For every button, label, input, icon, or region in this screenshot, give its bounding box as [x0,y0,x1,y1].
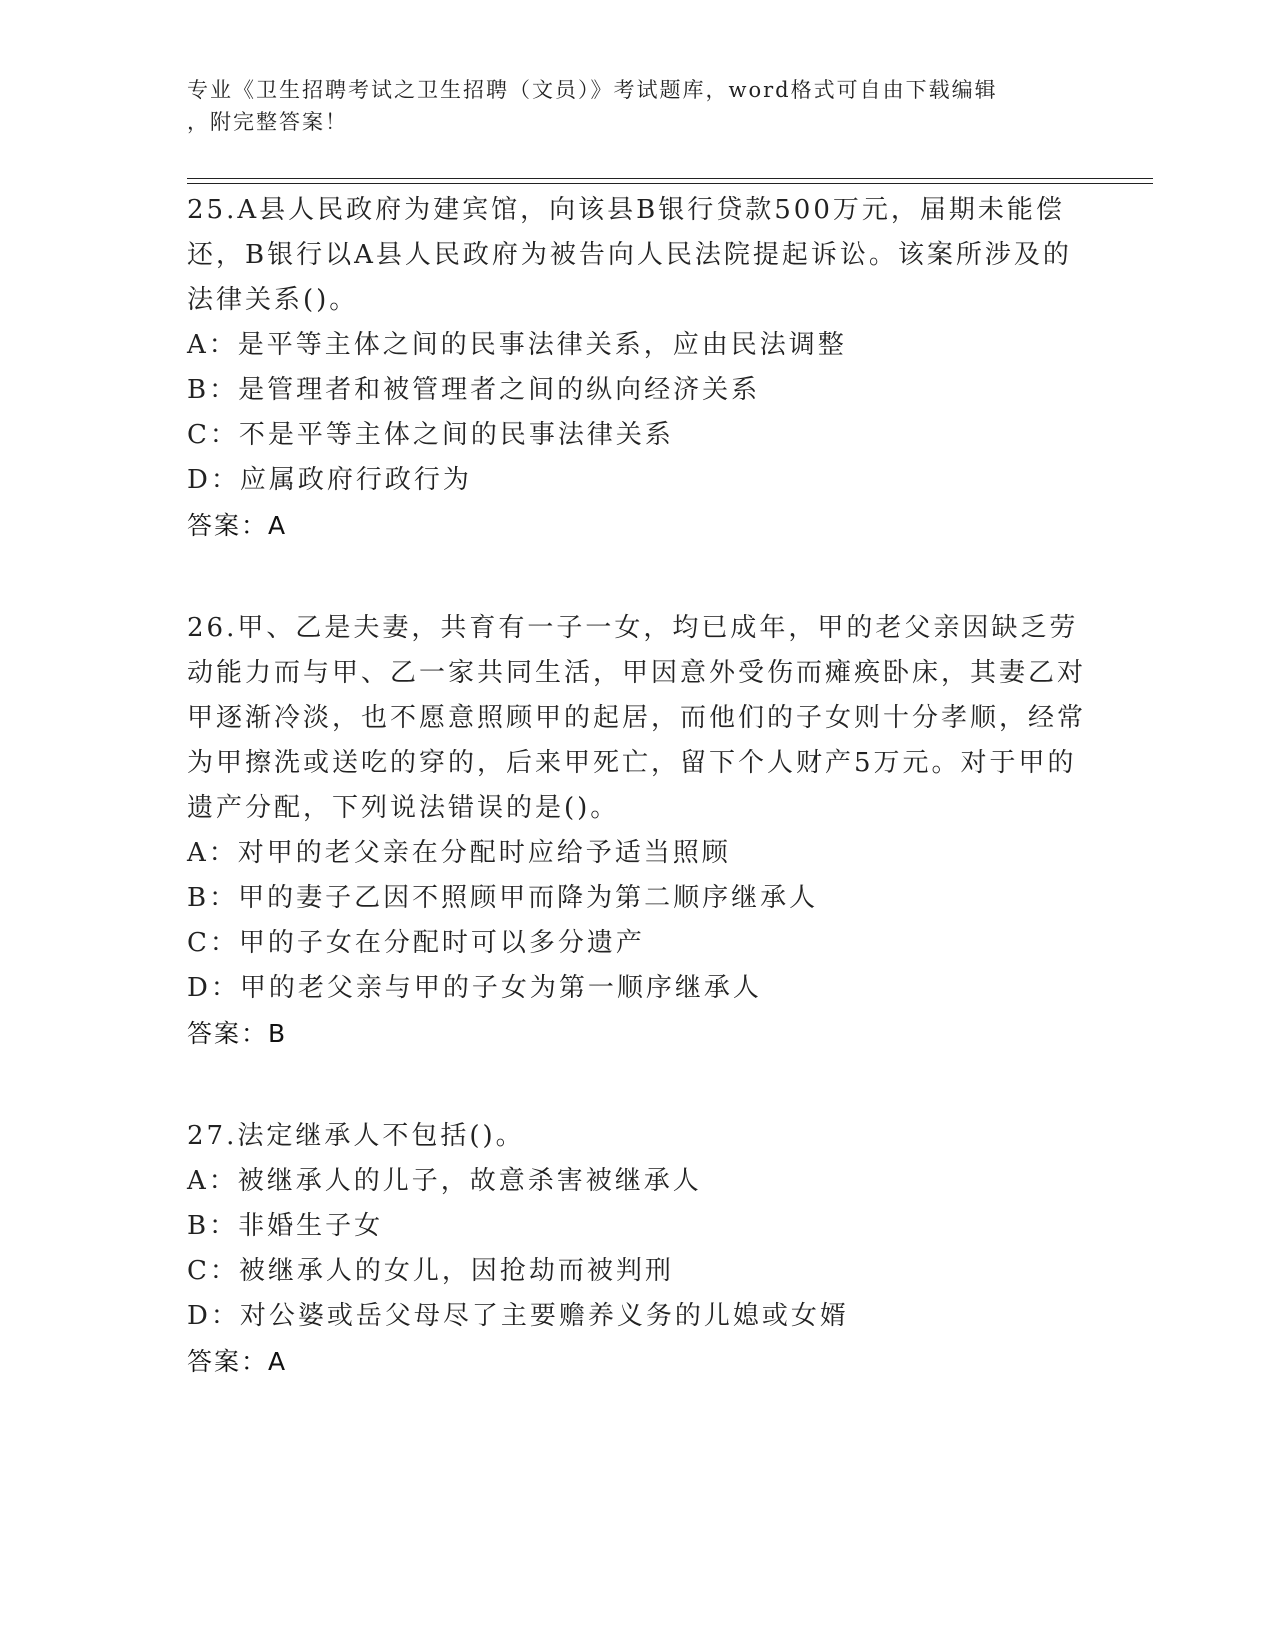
option-b: B：甲的妻子乙因不照顾甲而降为第二顺序继承人 [187,883,819,913]
header-line-2: ，附完整答案！ [187,110,348,134]
option-b: B：非婚生子女 [187,1211,384,1241]
question-list [187,188,1087,1442]
answer-label: 答案：B [187,1019,288,1048]
header-divider [187,178,1153,184]
option-a: A：被继承人的儿子，故意杀害被继承人 [187,1166,702,1196]
option-d: D：应属政府行政行为 [187,465,472,495]
question-26 [187,606,1087,1056]
option-a: A：是平等主体之间的民事法律关系，应由民法调整 [187,330,847,360]
option-a: A：对甲的老父亲在分配时应给予适当照顾 [187,838,731,868]
option-c: C：不是平等主体之间的民事法律关系 [187,420,674,450]
answer-label: 答案：A [187,1347,288,1376]
question-25 [187,188,1087,548]
question-27 [187,1114,1087,1384]
option-c: C：甲的子女在分配时可以多分遗产 [187,928,645,958]
answer-label: 答案：A [187,511,288,540]
question-text: 25.A县人民政府为建宾馆，向该县B银行贷款500万元，届期未能偿还，B银行以A县人民政府为被告向人民法院提起诉讼。该案所涉及的法律关系()。 [187,195,1072,315]
option-b: B：是管理者和被管理者之间的纵向经济关系 [187,375,761,405]
option-c: C：被继承人的女儿，因抢劫而被判刑 [187,1256,674,1286]
option-d: D：甲的老父亲与甲的子女为第一顺序继承人 [187,973,762,1003]
question-text: 26.甲、乙是夫妻，共育有一子一女，均已成年，甲的老父亲因缺乏劳动能力而与甲、乙一家共同生活，甲因意外受伤而瘫痪卧床，其妻乙对甲逐渐冷淡，也不愿意照顾甲的起居，而他们的子女则十分孝顺，经常为甲擦洗或送吃的穿的，后来甲死亡，留下个人财产5万元。对于甲的遗产分配，下列说法错误的是()。 [187,613,1087,823]
header-line-1: 专业《卫生招聘考试之卫生招聘（文员）》考试题库，word格式可自由下载编辑 [187,78,998,102]
option-d: D：对公婆或岳父母尽了主要赡养义务的儿媳或女婿 [187,1301,849,1331]
page-header [187,74,1087,138]
question-text: 27.法定继承人不包括()。 [187,1121,525,1151]
